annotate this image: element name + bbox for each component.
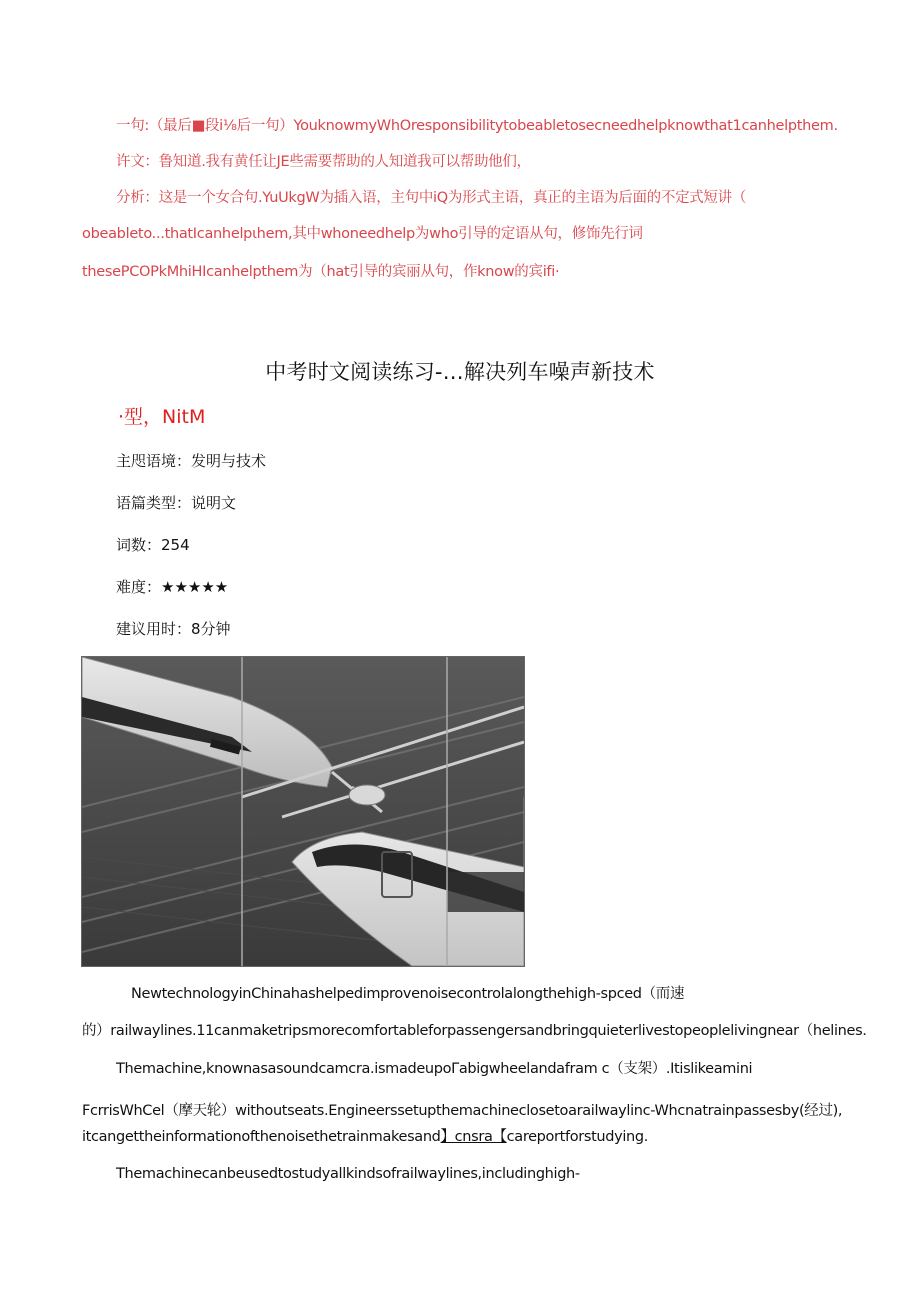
article-paragraph-1-line-2: 的）railwaylines.11canmaketripsmorecomfortableforpassengersandbringquieterlivestopeoplelivingnear（helines.	[82, 1023, 867, 1039]
analysis-sentence: 一句:（最后■段i⅛后一句）YouknowmyWhOresponsibilitytobeabletosecneedhelpknowthat1canhelpthem.	[116, 118, 838, 134]
train-photo	[81, 656, 525, 967]
article-paragraph-2-line-3	[82, 1127, 648, 1147]
section-subhead: ·型，NitM	[118, 406, 206, 428]
analysis-paragraph-line-1: 分析：这是一个女合句.YuUkgW为插入语，主句中iQ为形式主语，真正的主语为后面的不定式短讲（	[116, 190, 747, 206]
meta-genre: 语篇类型：说明文	[116, 494, 237, 512]
meta-theme: 主咫语境：发明与技术	[116, 452, 267, 470]
article-blank-underlined: 】cnsra【	[440, 1129, 507, 1145]
article-paragraph-2-line-3-part-1: itcangettheinformationofthenoisethetrainmakesand	[82, 1129, 441, 1145]
analysis-paragraph-line-2: obeableto...thatIcanhelpιhem,其中whoneedhelp为who引导的定语从句，修饰先行词	[82, 226, 643, 242]
article-paragraph-2-line-1: Themachine,knownasasoundcamcra.ismadeupoΓabigwheelandafram c（支架）.Itislikeamini	[116, 1061, 753, 1077]
analysis-translation: 许文：鲁知道.我有黄任让JE些需要帮助的人知道我可以帮助他们，	[116, 154, 531, 170]
train-photo-illustration	[82, 657, 524, 966]
meta-difficulty: 难度：★★★★★	[116, 578, 229, 596]
article-paragraph-3-line-1: Themachinecanbeusedtostudyallkindsofrailwaylines,includinghigh-	[116, 1166, 580, 1182]
page-title: 中考时文阅读练习-…解决列车噪声新技术	[265, 360, 655, 384]
meta-word-count: 词数：254	[116, 536, 190, 554]
meta-suggested-time: 建议用时：8分钟	[116, 620, 231, 638]
article-paragraph-1-line-1: NewtechnologyinChinahashelpedimprovenoisecontrolalongthehigh-spced（而速	[131, 986, 685, 1002]
analysis-paragraph-line-3: thesePCOPkMhiHIcanhelpthem为（hat引导的宾丽从句，作know的宾ifi·	[82, 264, 560, 280]
article-paragraph-2-line-2: FcrrisWhCel（摩天轮）withoutseats.Engineerssetupthemachineclosetoarailwaylinc-Whcnatrainpassesby(经过),	[82, 1103, 843, 1119]
article-paragraph-2-line-3-part-2: careportforstudying.	[506, 1129, 648, 1145]
